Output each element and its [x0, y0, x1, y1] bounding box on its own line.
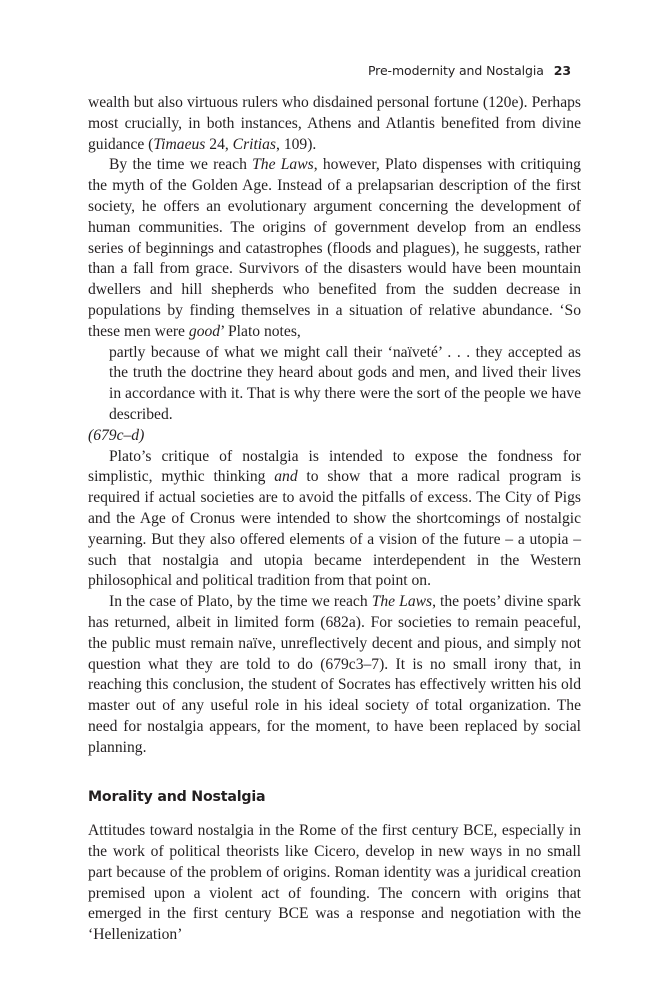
- page-number: 23: [553, 63, 571, 78]
- running-head-title: Pre-modernity and Nostalgia: [367, 63, 544, 78]
- paragraph-critique: Plato’s critique of nostalgia is intended to expose the fondness for simplistic, mythic thinking and to show that a more radical program is required if actual societies are to avoid the pitfalls of excess. The City of Pigs and the Age of Cronus were intended to show the shortcomings of nostalgic yearning. But they also offered elements of a vision of the future – a utopia – such that nostalgia and utopia became interdependent in the Western philosophical and political tradition from that point on.: [88, 447, 581, 590]
- paragraph-case-of-plato: In the case of Plato, by the time we reach The Laws, the poets’ divine spark has returned, albeit in limited form (682a). For societies to remain peaceful, the public must remain naïve, unreflectively decent and pious, and simply not question what they are told to do (679c3–7). It is no small irony that, in reaching this conclusion, the student of Socrates has effectively written his old master out of any useful role in his ideal society of total organization. The need for nostalgia appears, for the moment, to have been replaced by social planning.: [88, 593, 581, 756]
- paragraph-rome: Attitudes toward nostalgia in the Rome of the first century BCE, especially in the work of political theorists like Cicero, develop in new ways in no small part because of the problem of origins. Roman identity was a juridical creation premised upon a violent act of founding. The concern with origins that emerged in the first century BCE was a response and negotiation with the ‘Hellenization’: [88, 822, 581, 944]
- paragraph-the-laws: By the time we reach The Laws, however, Plato dispenses with critiquing the myth of the Golden Age. Instead of a prelapsarian description of the first society, he offers an evolutionary argument concerning the development of human communities. The origins of government develop from an endless series of beginnings and catastrophes (floods and plagues), he suggests, rather than a fall from grace. Survivors of the disasters would have been mountain dwellers and hill shepherds who benefited from the sudden decrease in populations by finding themselves in a situation of relative abundance. ‘So these men were good’ Plato notes,: [88, 156, 581, 340]
- emphasis-good: good: [188, 322, 221, 340]
- work-title-critias: Critias: [232, 135, 277, 153]
- work-title-the-laws: The Laws: [252, 156, 314, 174]
- section-heading: Morality and Nostalgia: [88, 788, 266, 805]
- work-title-the-laws: The Laws: [371, 593, 433, 611]
- quote-citation: (679c–d): [88, 426, 145, 444]
- block-quote: partly because of what we might call their ‘naïveté’ . . . they accepted as the truth the doctrine they heard about gods and men, and lived their lives in accordance with it. That is why there were the sort of the people we have described.: [109, 343, 581, 423]
- paragraph-continued: wealth but also virtuous rulers who disdained personal fortune (120e). Perhaps most crucially, in both instances, Athens and Atlantis benefited from divine guidance (Timaeus 24, Critias, 109).: [88, 94, 581, 153]
- emphasis-and: and: [274, 468, 298, 486]
- running-head: [368, 63, 571, 78]
- work-title-timaeus: Timaeus: [153, 135, 206, 153]
- body-text: [88, 93, 581, 946]
